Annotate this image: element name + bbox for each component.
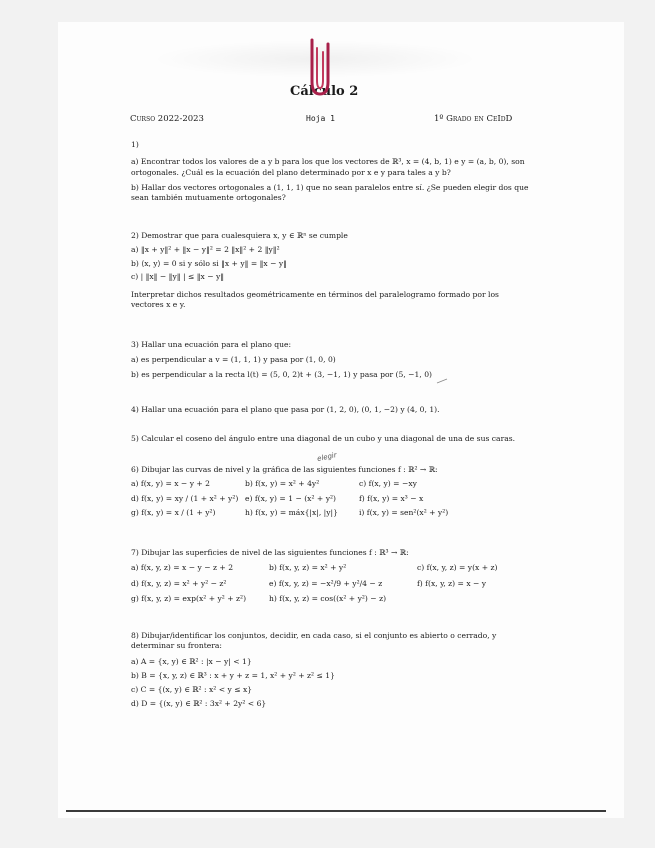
function-6i: i) f(x, y) = sen²(x² + y²) bbox=[359, 507, 449, 517]
exercise-3a: a) es perpendicular a v = (1, 1, 1) y pasa por (1, 0, 0) bbox=[131, 355, 336, 365]
exercise-2c: c) | ‖x‖ − ‖y‖ | ≤ ‖x − y‖ bbox=[131, 271, 225, 281]
function-6e: e) f(x, y) = 1 − (x² + y²) bbox=[245, 493, 336, 503]
exercise-6-functions bbox=[131, 479, 531, 518]
exercise-1a: a) Encontrar todos los valores de a y b para los que los vectores de ℝ³, x = (4, b, 1) e y = (a, b, 0), son ortogonales. ¿Cuál es la ecuación del plano determinado por x e y para tales a y b? bbox=[131, 157, 525, 177]
paper-clip-icon bbox=[306, 38, 334, 100]
degree-label: 1º Grado en CeIdD bbox=[434, 114, 513, 124]
exercise-2-outro: Interpretar dichos resultados geométricamente en términos del paralelogramo formado por los vectores x e y. bbox=[131, 290, 499, 310]
exercise-8 bbox=[131, 631, 531, 710]
exercise-2-intro: 2) Demostrar que para cualesquiera x, y ∈ ℝⁿ se cumple bbox=[131, 231, 348, 240]
function-6g: g) f(x, y) = x / (1 + y²) bbox=[131, 507, 216, 517]
page-title: Cálculo 2 bbox=[290, 84, 359, 99]
function-7e: e) f(x, y, z) = −x²/9 + y²/4 − z bbox=[269, 578, 383, 588]
exercise-5-text: 5) Calcular el coseno del ángulo entre una diagonal de un cubo y una diagonal de una de sus caras. bbox=[131, 434, 516, 443]
exercise-1b: b) Hallar dos vectores ortogonales a (1, 1, 1) que no sean paralelos entre sí. ¿Se pueden elegir dos que sean también mutuamente ortogonales? bbox=[131, 182, 529, 203]
pencil-mark bbox=[436, 378, 448, 384]
exercise-4-text: 4) Hallar una ecuación para el plano que pasa por (1, 2, 0), (0, 1, −2) y (4, 0, 1). bbox=[131, 405, 440, 414]
scan-edge-line bbox=[66, 810, 606, 812]
function-7f: f) f(x, y, z) = x − y bbox=[417, 578, 487, 588]
function-7h: h) f(x, y, z) = cos((x² + y²) − z) bbox=[269, 593, 387, 603]
sheet-label: Hoja 1 bbox=[306, 114, 335, 123]
set-8a: a) A = {x, y) ∈ ℝ² : |x − y| < 1} bbox=[131, 656, 252, 666]
exercise-1-number: 1) bbox=[131, 140, 139, 149]
exercise-4 bbox=[131, 405, 531, 415]
handwritten-note: elegir bbox=[316, 451, 338, 463]
function-6a: a) f(x, y) = x − y + 2 bbox=[131, 479, 211, 489]
exercise-7 bbox=[131, 548, 531, 604]
course-label: Curso 2022-2023 bbox=[130, 114, 204, 124]
function-6d: d) f(x, y) = xy / (1 + x² + y²) bbox=[131, 493, 239, 503]
exercise-3-intro: 3) Hallar una ecuación para el plano que: bbox=[131, 340, 292, 349]
function-6f: f) f(x, y) = x³ − x bbox=[359, 493, 424, 503]
function-7c: c) f(x, y, z) = y(x + z) bbox=[417, 563, 498, 573]
exercise-2b: b) ⟨x, y⟩ = 0 si y sólo si ‖x + y‖ = ‖x − y‖ bbox=[131, 258, 287, 268]
exercise-8-intro: 8) Dibujar/identificar los conjuntos, decidir, en cada caso, si el conjunto es abierto o cerrado, y determinar su frontera: bbox=[131, 631, 497, 651]
set-8c: c) C = {(x, y) ∈ ℝ² : x² < y ≤ x} bbox=[131, 685, 253, 695]
exercise-5 bbox=[131, 434, 531, 444]
exercise-7-intro: 7) Dibujar las superficies de nivel de las siguientes funciones f : ℝ³ → ℝ: bbox=[131, 548, 409, 557]
exercise-6 bbox=[131, 465, 531, 518]
exercise-2a: a) ‖x + y‖² + ‖x − y‖² = 2 ‖x‖² + 2 ‖y‖² bbox=[131, 245, 280, 255]
function-7b: b) f(x, y, z) = x² + y² bbox=[269, 563, 347, 573]
function-6b: b) f(x, y) = x² + 4y² bbox=[245, 479, 320, 489]
function-7d: d) f(x, y, z) = x² + y² − z² bbox=[131, 578, 227, 588]
exercise-1 bbox=[131, 140, 531, 203]
function-6h: h) f(x, y) = máx{|x|, |y|} bbox=[245, 507, 338, 517]
set-8b: b) B = {x, y, z) ∈ ℝ³ : x + y + z = 1, x² + y² + z² ≤ 1} bbox=[131, 670, 335, 680]
exercise-3b: b) es perpendicular a la recta l(t) = (5, 0, 2)t + (3, −1, 1) y pasa por (5, −1, 0) bbox=[131, 369, 432, 379]
exercise-2 bbox=[131, 231, 531, 311]
exercise-6-intro: 6) Dibujar las curvas de nivel y la gráfica de las siguientes funciones f : ℝ² → ℝ: bbox=[131, 465, 438, 474]
exercise-3 bbox=[131, 340, 531, 380]
set-8d: d) D = {(x, y) ∈ ℝ² : 3x² + 2y² < 6} bbox=[131, 699, 267, 709]
function-7a: a) f(x, y, z) = x − y − z + 2 bbox=[131, 563, 234, 573]
function-6c: c) f(x, y) = −xy bbox=[359, 479, 417, 489]
function-7g: g) f(x, y, z) = exp(x² + y² + z²) bbox=[131, 593, 247, 603]
exercise-7-functions bbox=[131, 563, 531, 604]
